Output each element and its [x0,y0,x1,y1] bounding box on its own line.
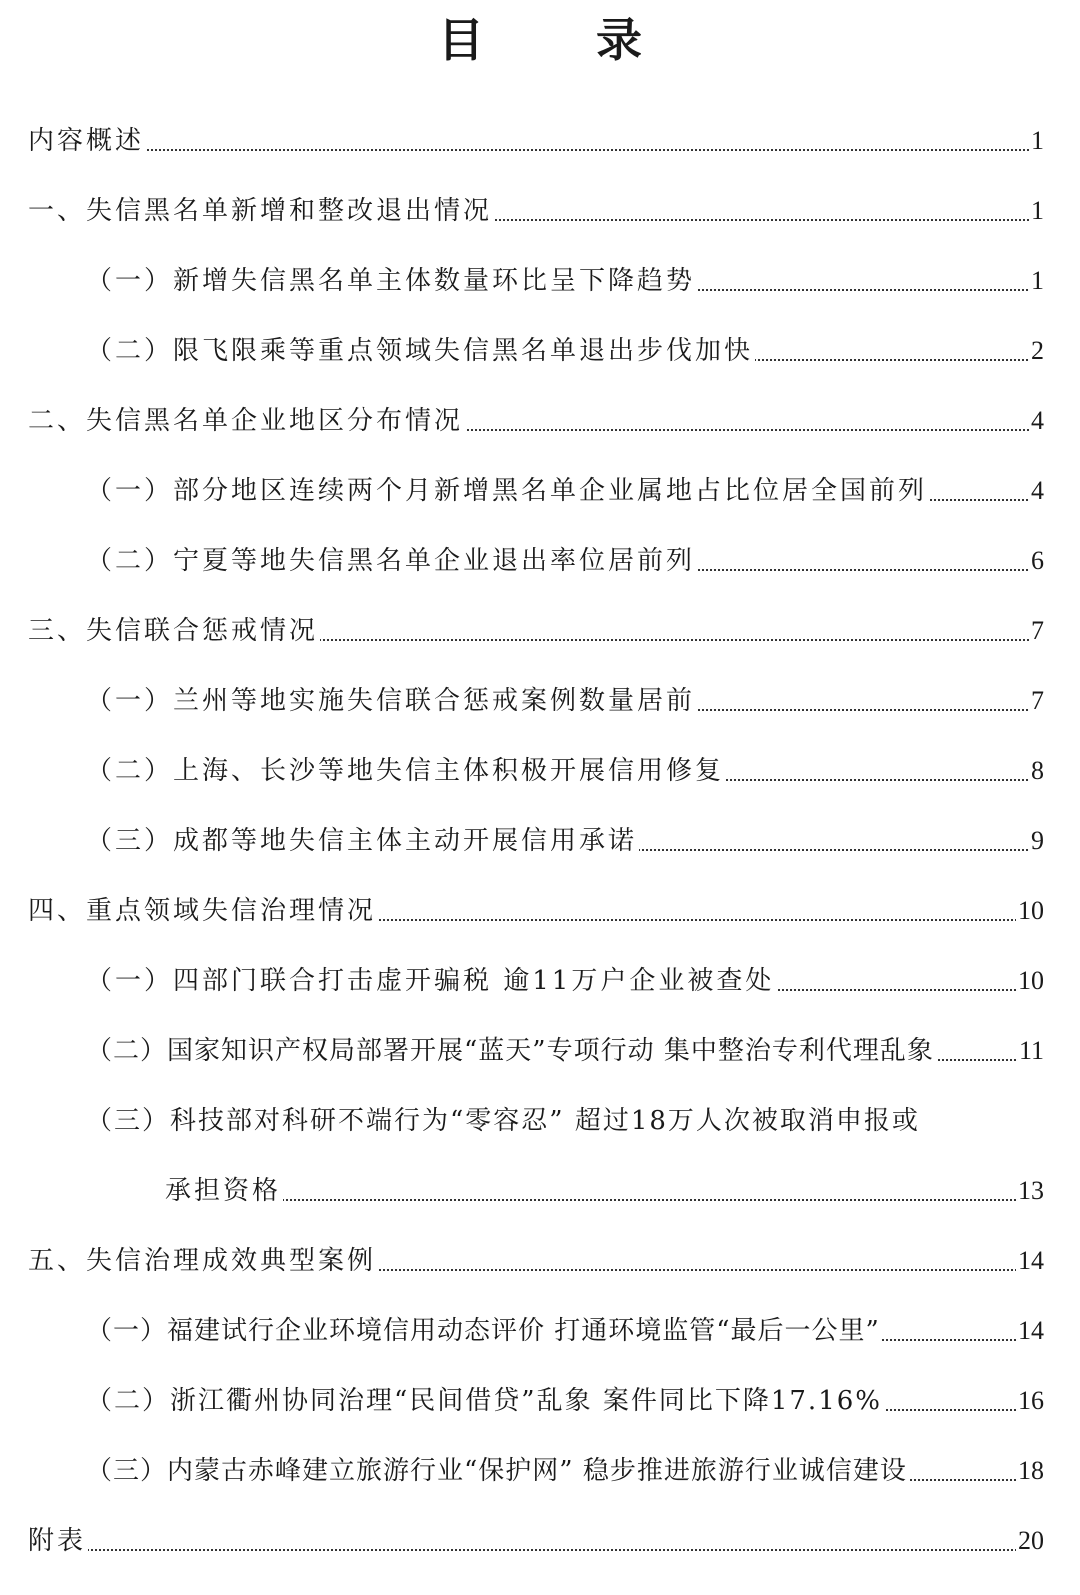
toc-entry-continued[interactable] [0,1171,1080,1211]
toc-entry-label: 四、重点领域失信治理情况 [28,891,378,931]
toc-entry[interactable] [0,331,1080,371]
toc-entry[interactable] [0,961,1080,1001]
toc-entry-page: 7 [1029,681,1044,721]
toc-entry[interactable] [0,1101,1080,1141]
toc-entry-label: 三、失信联合惩戒情况 [28,611,320,651]
toc-entry[interactable] [0,541,1080,581]
toc-entry-page: 1 [1029,261,1044,301]
page-title: 目 录 [437,13,690,67]
toc-entry-page: 10 [1016,891,1044,931]
toc-entry-page: 4 [1029,401,1044,441]
toc-entry[interactable] [0,1311,1080,1351]
dot-leader [28,149,1044,151]
toc-entry[interactable] [0,891,1080,931]
toc-entry[interactable] [0,751,1080,791]
toc-entry[interactable] [0,401,1080,441]
toc-entry-label: 附表 [28,1521,88,1561]
dot-leader [28,1549,1044,1551]
toc-entry[interactable] [0,821,1080,861]
toc-entry-page: 2 [1029,331,1044,371]
toc-entry-label: 内容概述 [28,121,146,161]
toc-entry-page: 20 [1016,1521,1044,1561]
toc-entry-page: 13 [1016,1171,1044,1211]
toc-entry-label: （二）限飞限乘等重点领域失信黑名单退出步伐加快 [86,331,755,371]
toc-entry-label: （一）兰州等地实施失信联合惩戒案例数量居前 [86,681,697,721]
toc-entry-label: （二）浙江衢州协同治理“民间借贷”乱象 案件同比下降17.16% [86,1381,884,1421]
toc-entry-label: （一）新增失信黑名单主体数量环比呈下降趋势 [86,261,697,301]
toc-entry-page: 1 [1029,121,1044,161]
toc-entry-label: 二、失信黑名单企业地区分布情况 [28,401,465,441]
toc-entry[interactable] [0,1031,1080,1071]
toc-entry-page: 11 [1017,1031,1044,1071]
toc-entry[interactable] [0,1451,1080,1491]
toc-entry-page: 9 [1029,821,1044,861]
toc-entry-page: 1 [1029,191,1044,231]
toc-entry-page: 18 [1016,1451,1044,1491]
toc-entry-label: （三）成都等地失信主体主动开展信用承诺 [86,821,639,861]
toc-entry-label: （三）科技部对科研不端行为“零容忍” 超过18万人次被取消申报或 [86,1101,922,1141]
toc-entry[interactable] [0,1381,1080,1421]
toc-entry[interactable] [0,121,1080,161]
toc-entry[interactable] [0,1241,1080,1281]
toc-entry-label: （一）福建试行企业环境信用动态评价 打通环境监管“最后一公里” [86,1311,882,1351]
toc-entry-page: 6 [1029,541,1044,581]
toc-entry-label: （三）内蒙古赤峰建立旅游行业“保护网” 稳步推进旅游行业诚信建设 [86,1451,909,1491]
toc-entry-page: 4 [1029,471,1044,511]
toc-entry-page: 10 [1016,961,1044,1001]
toc-entry-page: 14 [1016,1241,1044,1281]
toc-entry-label: 一、失信黑名单新增和整改退出情况 [28,191,494,231]
toc-entry[interactable] [0,681,1080,721]
toc-entry-label: （二）宁夏等地失信黑名单企业退出率位居前列 [86,541,697,581]
dot-leader [165,1199,1044,1201]
toc-entry-label: （二）上海、长沙等地失信主体积极开展信用修复 [86,751,726,791]
toc-entry-label: 五、失信治理成效典型案例 [28,1241,378,1281]
toc-entry[interactable] [0,191,1080,231]
toc-entry[interactable] [0,471,1080,511]
toc-entry-label: （二）国家知识产权局部署开展“蓝天”专项行动 集中整治专利代理乱象 [86,1031,936,1071]
toc-entry-label: （一）四部门联合打击虚开骗税 逾11万户企业被查处 [86,961,776,1001]
toc-entry-page: 14 [1016,1311,1044,1351]
toc-entry-page: 8 [1029,751,1044,791]
toc-entry-label: 承担资格 [165,1171,283,1211]
toc-entry[interactable] [0,611,1080,651]
toc-entry-page: 16 [1016,1381,1044,1421]
toc-entry[interactable] [0,1521,1080,1561]
toc-entry[interactable] [0,261,1080,301]
toc-entry-label: （一）部分地区连续两个月新增黑名单企业属地占比位居全国前列 [86,471,929,511]
toc-entry-page: 7 [1029,611,1044,651]
